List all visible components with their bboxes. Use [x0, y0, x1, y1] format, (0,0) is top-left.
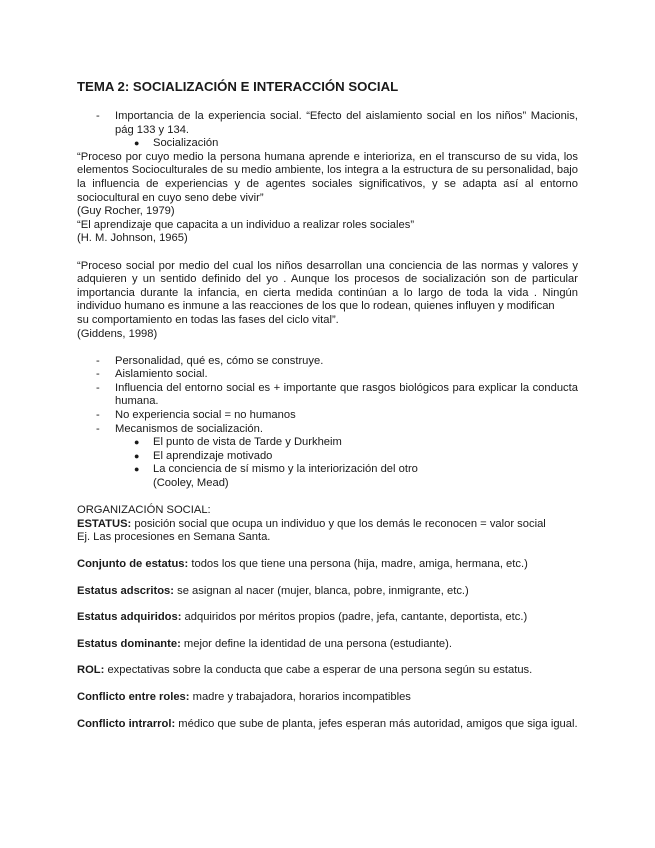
definition-term: ROL: [77, 664, 105, 677]
definition-rol [77, 664, 578, 678]
definition-text: expectativas sobre la conducta que cabe a esperar de una persona según su estatus. [104, 664, 533, 677]
estatus-definition [77, 518, 578, 532]
socializacion-list [77, 137, 578, 151]
definition-term: Estatus adscritos: [77, 584, 174, 597]
spacer [77, 491, 578, 505]
quote-giddens-end: su comportamiento en todas las fases del ciclo vital”. [77, 313, 339, 326]
org-heading: ORGANIZACIÓN SOCIAL: [77, 504, 211, 517]
definition-text: mejor define la identidad de una persona (estudiante). [180, 637, 452, 650]
definition-term: Conflicto entre roles: [77, 690, 190, 703]
topic-item: - Aislamiento social. [77, 368, 578, 382]
mechanism-text: La conciencia de sí mismo y la interiorización del otro [153, 463, 418, 476]
definition-conjunto [77, 558, 578, 572]
quote-johnson: “El aprendizaje que capacita a un individuo a realizar roles sociales” [77, 218, 415, 231]
topic-item: - Personalidad, qué es, cómo se construye. [77, 355, 578, 369]
definition-term: Estatus adquiridos: [77, 611, 182, 624]
spacer [77, 341, 578, 355]
topics-list [77, 355, 578, 437]
page-title: TEMA 2: SOCIALIZACIÓN E INTERACCIÓN SOCIAL [77, 79, 399, 94]
definition-text: adquiridos por méritos propios (padre, jefa, cantante, deportista, etc.) [181, 611, 528, 624]
definition-term: Estatus dominante: [77, 637, 181, 650]
definition-term: Conflicto intrarrol: [77, 717, 176, 730]
definition-dominante [77, 638, 578, 652]
mechanisms-list [77, 436, 578, 490]
topic-item: - No experiencia social = no humanos [77, 409, 578, 423]
estatus-example: Ej. Las procesiones en Semana Santa. [77, 531, 271, 544]
document-body [77, 79, 578, 731]
spacer [77, 246, 578, 260]
quote-giddens: “Proceso social por medio del cual los niños desarrollan una conciencia de las normas y valores y adquieren y un sentido definido del yo . Aunque los procesos de socialización son de particular importancia durante la infancia, en cierta medida continúan a lo largo de toda la vida . Ningún individuo humano es inmune a las reacciones de los que lo rodean, quienes influyen y modifican [77, 259, 578, 313]
estatus-term: ESTATUS: [77, 517, 132, 530]
mechanism-cite: (Cooley, Mead) [153, 477, 229, 490]
definition-term: Conjunto de estatus: [77, 558, 189, 570]
estatus-text: posición social que ocupa un individuo y que los demás le reconocen = valor social [131, 517, 546, 530]
definition-conflicto-intrarrol [77, 718, 578, 732]
quote-rocher: “Proceso por cuyo medio la persona humana aprende e interioriza, en el transcurso de su vida, los elementos Socioculturales de su medio ambiente, los integra a la estructura de su personalidad, bajo la influencia de experiencias y de agentes sociales significativos, y se adapta así al entorno sociocultural en cuyo seno debe vivir” [77, 150, 578, 204]
intro-item: - Importancia de la experiencia social. “Efecto del aislamiento social en los niños” Macionis, pág 133 y 134. [77, 110, 578, 137]
mechanism-item [77, 463, 578, 490]
mechanism-item: ● El aprendizaje motivado [77, 450, 578, 464]
intro-list [77, 110, 578, 137]
cite-giddens: (Giddens, 1998) [77, 327, 158, 340]
definition-text: todos los que tiene una persona (hija, madre, amiga, hermana, etc.) [188, 558, 528, 570]
definition-conflicto-roles [77, 691, 578, 705]
definition-adquiridos [77, 611, 578, 625]
mechanism-item: ● El punto de vista de Tarde y Durkheim [77, 436, 578, 450]
definition-text: madre y trabajadora, horarios incompatibles [189, 690, 411, 703]
definition-text: se asignan al nacer (mujer, blanca, pobre, inmigrante, etc.) [174, 584, 469, 597]
definition-adscritos [77, 585, 578, 599]
topic-item: - Influencia del entorno social es + importante que rasgos biológicos para explicar la conducta humana. [77, 382, 578, 409]
cite-rocher: (Guy Rocher, 1979) [77, 205, 175, 218]
cite-johnson: (H. M. Johnson, 1965) [77, 232, 188, 245]
topic-item: - Mecanismos de socialización. [77, 423, 578, 437]
socializacion-bullet: ● Socialización [77, 137, 578, 151]
definition-text: médico que sube de planta, jefes esperan más autoridad, amigos que siga igual. [175, 717, 578, 730]
